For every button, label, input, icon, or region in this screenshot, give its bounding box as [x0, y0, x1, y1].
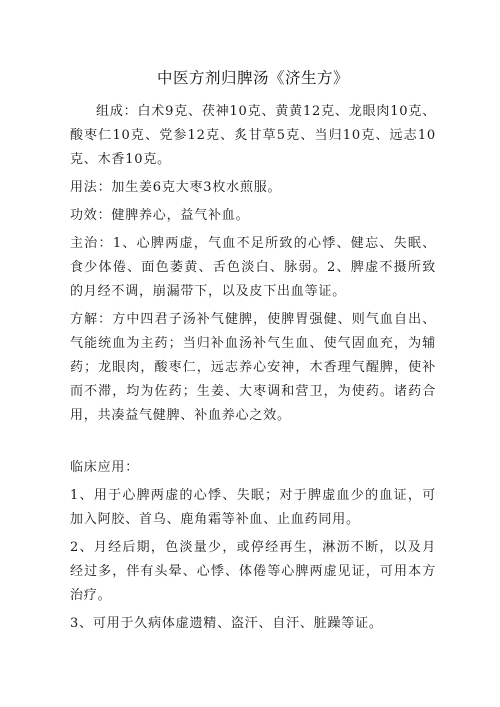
clinical-application-heading: 临床应用：	[70, 460, 140, 475]
clinical-item-1: 1、用于心脾两虚的心悸、失眠；对于脾虚血少的血证，可加入阿胶、首乌、鹿角霜等补血、止血药同用。	[70, 488, 436, 527]
clinical-item-3: 3、可用于久病体虚遗精、盗汗、自汗、脏躁等证。	[70, 616, 383, 631]
document-title: 中医方剂归脾汤《济生方》	[156, 69, 349, 87]
spacer	[70, 432, 436, 456]
formula-analysis-paragraph: 方解：方中四君子汤补气健脾，使脾胃强健、则气血自出、气能统血为主药；当归补血汤补气生血、使气固血充，为辅药；龙眼肉，酸枣仁，远志养心安神，木香理气醒脾，使补而不滞，均为佐药；生姜、大枣调和营卫，为使药。诸药合用，共凑益气健脾、补血养心之效。	[70, 312, 436, 423]
usage-paragraph: 用法：加生姜6克大枣3枚水煎服。	[70, 180, 282, 195]
indications-paragraph: 主治：1、心脾两虚，气血不足所致的心悸、健忘、失眠、食少体倦、面色萎黄、舌色淡白、脉弱。2、脾虚不摄所致的月经不调，崩漏带下，以及皮下出血等证。	[70, 236, 436, 299]
efficacy-paragraph: 功效：健脾养心，益气补血。	[70, 208, 250, 223]
clinical-item-2: 2、月经后期，色淡量少，或停经再生，淋沥不断，以及月经过多，伴有头晕、心悸、体倦等心脾两虚见证，可用本方治疗。	[70, 540, 436, 603]
composition-paragraph: 组成：白术9克、茯神10克、黄黄12克、龙眼肉10克、酸枣仁10克、党参12克、炙甘草5克、当归10克、远志10克、木香10克。	[70, 104, 436, 167]
